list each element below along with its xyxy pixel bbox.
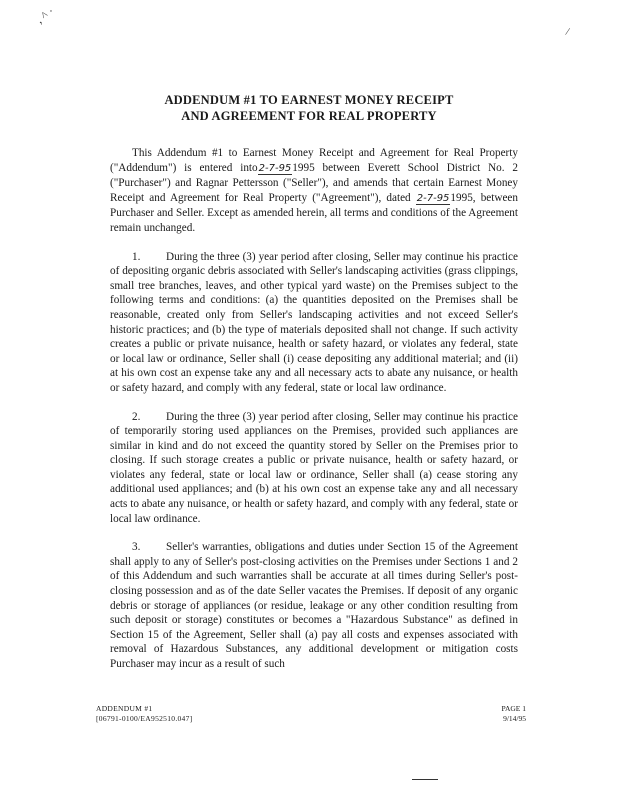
section-text: Seller's warranties, obligations and duties under Section 15 of the Agreement shall apply to any of Seller's post-closing activities on the Premises under Sections 1 and 2 of this Addendum and such warranties shall be accurate at all times during Seller's post-closing possession and as of the date Seller vacates the Premises. If deposit of any organic debris or storage of appliances (or residue, leakage or any other condition resulting from such deposit or storage) constitutes or becomes a "Hazardous Substance" as defined in Section 15 of the Agreement, Seller shall (a) pay all costs and expenses associated with removal of Hazardous Substances, any additional development or mitigation costs Purchaser may incur as a result of such [110, 541, 518, 670]
scan-artifact-mark: / [564, 25, 571, 39]
document-body [110, 146, 518, 686]
intro-text-2: 1995 between Everett School District No. 2 ("Purchaser") and Ragnar Pettersson ("Seller"), and amends that certain Earnest Money Receipt and Agreement for Real Property ("Agreement"), dated [110, 161, 518, 204]
handwritten-date: 2-7-95 [416, 192, 450, 204]
section-paragraph-2 [110, 410, 518, 527]
section-number: 1. [132, 250, 141, 263]
intro-paragraph [110, 146, 518, 236]
footer-addendum-label: ADDENDUM #1 [96, 704, 153, 713]
scan-artifact-mark: , ^ · [33, 4, 57, 27]
footer-document-id [96, 704, 192, 724]
footer-page-info [484, 704, 526, 724]
intro-text-3: 1995, between Purchaser and Seller. Except as amended herein, all terms and conditions of the Agreement remain unchanged. [110, 191, 518, 234]
title-line-2: AND AGREEMENT FOR REAL PROPERTY [181, 109, 437, 123]
handwritten-date: 2-7-95 [258, 162, 292, 174]
section-number: 2. [132, 410, 141, 423]
intro-text-1: This Addendum #1 to Earnest Money Receipt and Agreement for Real Property ("Addendum") is entered into [110, 147, 518, 174]
section-number: 3. [132, 541, 141, 554]
section-paragraph-1 [110, 250, 518, 396]
section-paragraph-3 [110, 540, 518, 671]
scan-artifact-line [412, 779, 438, 780]
title-line-1: ADDENDUM #1 TO EARNEST MONEY RECEIPT [164, 93, 454, 107]
document-title [0, 92, 618, 124]
section-text: During the three (3) year period after closing, Seller may continue his practice of temporarily storing used appliances on the Premises, provided such appliances are similar in kind and do not exceed the quantity stored by Seller on the Premises prior to closing. If such storage creates a public or private nuisance, health or safety hazard, or violates any federal, state or local law or ordinance, Seller shall (a) cease storing any additional used appliances; and (b) at his own cost an expense take any and all necessary acts to abate any nuisance, or health or safety hazard, and comply with any federal, state or local law ordinance. [110, 410, 518, 525]
footer-date: 9/14/95 [503, 714, 526, 723]
footer-page-number: PAGE 1 [501, 704, 526, 713]
section-text: During the three (3) year period after closing, Seller may continue his practice of depositing organic debris associated with Seller's landscaping activities (grass clippings, small tree branches, leaves, and other typical yard waste) on the Premises subject to the following terms and conditions: (a) the quantities deposited on the Premises shall be reasonable, created only from Seller's landscaping activities and not exceed Seller's historic practices; and (b) the type of materials deposited shall not change. If such activity creates a public or private nuisance, health or safety hazard, or violates any federal, state or local law or ordinance, Seller shall (i) cease depositing any additional material; and (ii) at his own cost an expense take any and all necessary acts to abate any nuisance, or health or safety hazard, and comply with any federal, state or local law ordinance. [110, 250, 518, 394]
footer-file-code: [06791-0100/EA952510.047] [96, 714, 193, 723]
